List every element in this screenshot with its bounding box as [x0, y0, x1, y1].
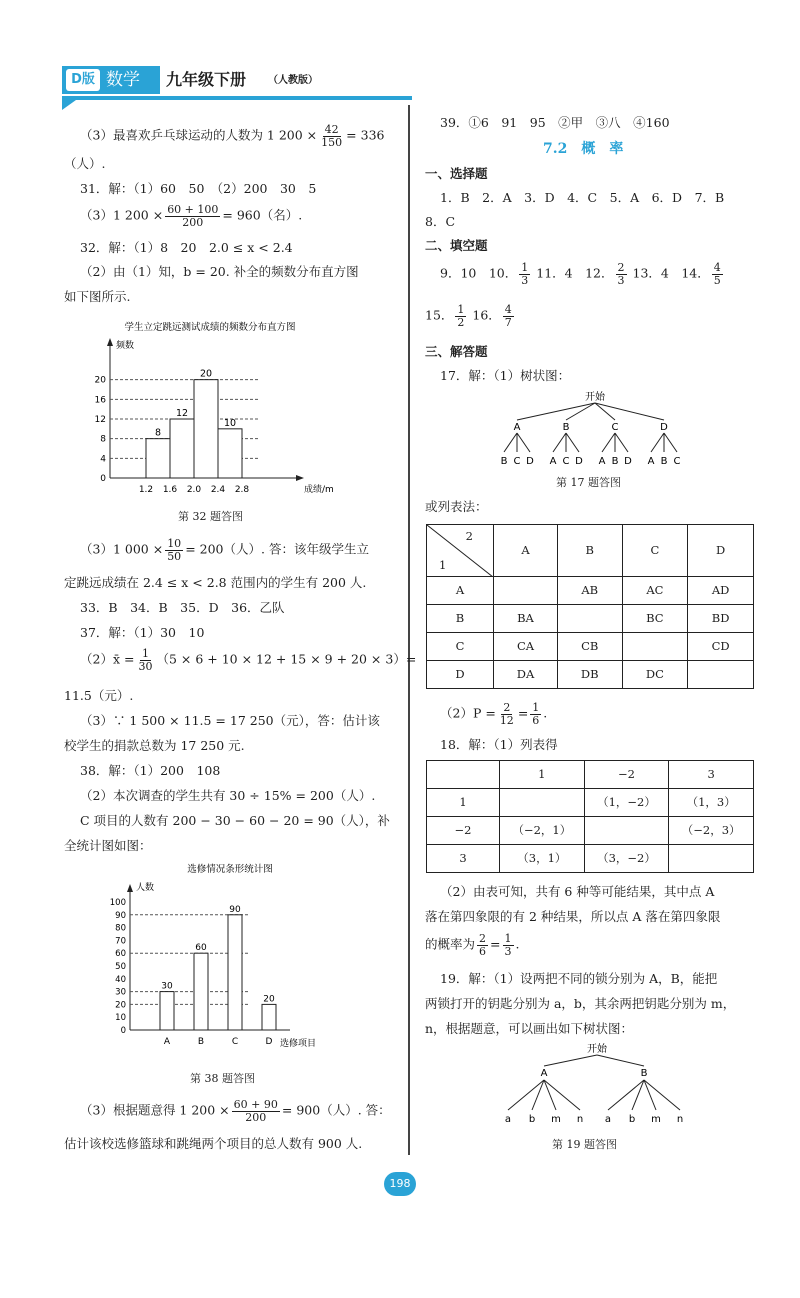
figure-caption: 第 38 题答图	[190, 1072, 255, 1085]
row-header: 1	[427, 789, 500, 817]
column-header	[427, 761, 500, 789]
answer-line: 落在第四象限的有 2 种结果，所以点 A 落在第四象限	[425, 909, 721, 924]
table-cell: DA	[494, 661, 558, 689]
grade-title: 九年级下册	[166, 70, 247, 89]
figure-caption: 第 19 题答图	[552, 1138, 617, 1151]
chart-title: 选修情况条形统计图	[187, 864, 273, 875]
y-axis-arrow	[107, 338, 113, 346]
table-cell: AD	[688, 577, 754, 605]
column-header: 1	[500, 761, 585, 789]
tree-leaf: B	[660, 456, 668, 467]
table-cell: （3，1）	[500, 845, 585, 873]
category-label: C	[231, 1037, 239, 1047]
tree-leaf: C	[673, 456, 681, 467]
answer-q32: 32．解：（1）8 20 2.0 ≤ x < 2.4	[80, 240, 293, 255]
tree-leaf: n	[576, 1114, 584, 1125]
answer-line: （2）P = $\frac{2}{12}$ = $\frac{1}{6}$ .	[440, 701, 548, 727]
category-bar	[194, 953, 208, 1030]
tree-branch	[508, 1080, 544, 1110]
section-title: 7.2 概 率	[543, 141, 624, 157]
tree-leaf: C	[513, 456, 521, 467]
row-header: D	[427, 661, 494, 689]
y-tick-label: 60	[115, 949, 126, 960]
fraction: $\frac{1}{6}$	[532, 701, 540, 727]
x-axis-arrow	[296, 475, 304, 481]
section-heading: 一、选择题	[425, 166, 488, 181]
row-header: A	[427, 577, 494, 605]
tree-branch	[517, 403, 595, 420]
table-cell: DB	[558, 661, 623, 689]
tree-branch	[597, 1055, 644, 1066]
y-tick-label: 30	[115, 987, 126, 998]
tree-branch	[517, 433, 530, 452]
y-tick-label: 50	[115, 962, 126, 972]
table-cell: BC	[622, 605, 688, 633]
y-tick-label: 0	[100, 474, 106, 484]
answer-line: 的概率为 $\frac{2}{6}$ = $\frac{1}{3}$ .	[425, 932, 520, 958]
y-tick-label: 100	[109, 898, 126, 908]
bar-value-label: 20	[263, 994, 275, 1005]
tree-leaf: D	[526, 456, 534, 467]
answer-line: （3）最喜欢乒乓球运动的人数为 1 200 × $\frac{42}{150}$ = 336	[80, 123, 385, 149]
x-tick-label: 2.8	[234, 485, 250, 495]
y-tick-label: 16	[94, 395, 106, 406]
answer-line: （3）1 000 × $\frac{10}{50}$ = 200（人）. 答：该年级学生立	[80, 537, 369, 563]
answer-line: （2）由表可知，共有 6 种等可能结果，其中点 A	[440, 884, 715, 899]
y-tick-label: 80	[115, 923, 126, 934]
answer-q33-36: 33．B 34．B 35．D 36．乙队	[80, 600, 285, 615]
y-tick-label: 90	[115, 910, 126, 921]
section-heading: 二、填空题	[425, 238, 488, 253]
subject-label: 数学	[106, 70, 140, 90]
tree-diagram-17	[490, 388, 700, 470]
coordinate-table-18	[426, 760, 754, 873]
tree-leaf: m	[651, 1114, 661, 1125]
y-axis-arrow	[127, 884, 133, 892]
tree-leaf: b	[628, 1114, 636, 1125]
figure-caption: 第 17 题答图	[556, 476, 621, 489]
answer-line: （3）根据题意得 1 200 × $\frac{60 + 90}{200}$ = 900（人）. 答：	[80, 1098, 391, 1124]
column-header: C	[622, 525, 688, 577]
tree-branch	[544, 1080, 580, 1110]
answer-line: 或列表法：	[425, 499, 488, 514]
outcome-table-17	[426, 524, 754, 689]
tree-branch	[602, 433, 615, 452]
tree-leaf: D	[624, 456, 632, 467]
tree-branch	[504, 433, 517, 452]
table-cell	[558, 605, 623, 633]
fraction: $\frac{60 + 100}{200}$	[167, 203, 219, 229]
edition-label: （人教版）	[268, 75, 318, 86]
tree-leaf: C	[562, 456, 570, 467]
table-cell: CA	[494, 633, 558, 661]
y-tick-label: 12	[94, 415, 106, 425]
fraction: $\frac{4}{7}$	[504, 303, 512, 329]
table-cell: CD	[688, 633, 754, 661]
column-header: D	[688, 525, 754, 577]
answer-line: 9．10 10． $\frac{1}{3}$ 11．4 12． $\frac{2}{3}$ 13．4 14． $\frac{4}{5}$	[440, 261, 721, 287]
table-row	[427, 817, 754, 845]
tree-leaf: D	[575, 456, 583, 467]
tree-branch	[566, 433, 579, 452]
y-tick-label: 10	[115, 1013, 126, 1024]
category-bar	[228, 915, 242, 1030]
answer-line: 定跳远成绩在 2.4 ≤ x < 2.8 范围内的学生有 200 人.	[64, 575, 367, 590]
answer-line: （2）本次调查的学生共有 30 ÷ 15% = 200（人）.	[80, 788, 376, 803]
tree-node: D	[660, 422, 668, 433]
column-header: B	[558, 525, 623, 577]
histogram-bar	[170, 419, 194, 478]
tree-leaf: m	[551, 1114, 561, 1125]
x-tick-label: 2.4	[210, 485, 226, 495]
y-tick-label: 20	[115, 1000, 126, 1011]
table-cell: AC	[622, 577, 688, 605]
edition-badge: D版	[66, 69, 100, 91]
column-header: 3	[669, 761, 754, 789]
x-axis-label: 成绩/m	[304, 485, 334, 495]
y-tick-label: 0	[120, 1026, 126, 1036]
table-cell: （3，−2）	[584, 845, 669, 873]
bar-value-label: 20	[199, 368, 213, 380]
category-label: A	[163, 1037, 171, 1047]
y-tick-label: 8	[100, 434, 106, 445]
answer-q39: 39．①6 91 95 ②甲 ③八 ④160	[440, 115, 670, 130]
fraction: $\frac{2}{12}$	[499, 701, 514, 727]
answer-line: 两锁打开的钥匙分别为 a，b，其余两把钥匙分别为 m，	[425, 996, 736, 1011]
tree-branch	[608, 1080, 644, 1110]
column-header: −2	[584, 761, 669, 789]
category-bar	[160, 992, 174, 1030]
answer-line: 校学生的捐款总数为 17 250 元.	[64, 738, 245, 753]
figure-caption: 第 32 题答图	[178, 510, 243, 523]
answer-line: 估计该校选修篮球和跳绳两个项目的总人数有 900 人.	[64, 1136, 363, 1151]
x-axis-label: 选修项目	[280, 1039, 317, 1049]
tree-branch	[566, 403, 595, 420]
fraction: $\frac{2}{6}$	[479, 932, 487, 958]
tree-node: B	[640, 1068, 648, 1079]
answer-line: （3）1 200 × $\frac{60 + 100}{200}$ = 960（名）.	[80, 203, 303, 229]
answer-line: （3）∵ 1 500 × 11.5 = 17 250（元），答：估计该	[80, 713, 380, 728]
category-bar	[262, 1004, 276, 1030]
fraction: $\frac{10}{50}$	[167, 537, 182, 563]
table-row	[427, 605, 754, 633]
bar-value-label: 8	[154, 427, 162, 439]
table-cell: （−2，1）	[500, 817, 585, 845]
corner-cell	[427, 525, 494, 577]
tree-leaf: a	[604, 1114, 612, 1125]
y-axis-label: 频数	[116, 341, 135, 351]
table-cell: （1，3）	[669, 789, 754, 817]
bar-chart	[100, 860, 370, 1058]
fraction: $\frac{60 + 90}{200}$	[233, 1098, 278, 1124]
fraction: $\frac{42}{150}$	[321, 123, 343, 149]
tree-branch	[651, 433, 664, 452]
histogram-bar	[218, 429, 242, 478]
histogram-chart	[80, 320, 340, 498]
answer-line: （2）由（1）知，b = 20. 补全的频数分布直方图	[80, 264, 359, 279]
answer-line: 全统计图如图：	[64, 838, 152, 853]
table-row	[427, 577, 754, 605]
tree-leaf: a	[504, 1114, 512, 1125]
answer-q37: 37．解：（1）30 10	[80, 625, 205, 640]
answer-q19: 19．解：（1）设两把不同的锁分别为 A，B，能把	[440, 971, 718, 986]
tree-leaf: A	[647, 456, 655, 467]
histogram-bar	[194, 380, 218, 478]
x-tick-label: 2.0	[186, 485, 202, 495]
bar-value-label: 12	[175, 408, 189, 419]
tree-node: B	[562, 422, 570, 433]
tree-node: C	[611, 422, 619, 433]
header-rule	[62, 96, 412, 100]
answer-line: C 项目的人数有 200 − 30 − 60 − 20 = 90（人），补	[80, 813, 390, 828]
fraction: $\frac{1}{3}$	[504, 932, 512, 958]
column-divider	[408, 105, 410, 1155]
tree-root: 开始	[585, 392, 605, 403]
answer-line: 15． $\frac{1}{2}$ 16． $\frac{4}{7}$	[425, 303, 512, 329]
bar-value-label: 90	[229, 904, 241, 915]
y-axis-label: 人数	[136, 883, 155, 893]
answer-line: n，根据题意，可以画出如下树状图：	[425, 1021, 634, 1036]
tree-diagram-19	[494, 1040, 700, 1130]
fraction: $\frac{1}{30}$	[138, 647, 153, 673]
table-cell	[669, 845, 754, 873]
answer-q18: 18．解：（1）列表得	[440, 737, 558, 752]
y-tick-label: 40	[115, 974, 126, 985]
y-tick-label: 70	[115, 936, 126, 947]
column-header: A	[494, 525, 558, 577]
tree-root: 开始	[587, 1044, 607, 1055]
x-tick-label: 1.2	[138, 485, 154, 495]
category-label: D	[265, 1037, 273, 1047]
tree-node: A	[540, 1068, 548, 1079]
answer-line: 如下图所示.	[64, 289, 131, 304]
answer-q17: 17．解：（1）树状图：	[440, 368, 571, 383]
tree-branch	[615, 433, 628, 452]
table-cell: CB	[558, 633, 623, 661]
table-cell: （−2，3）	[669, 817, 754, 845]
x-tick-label: 1.6	[162, 485, 178, 495]
y-tick-label: 20	[94, 375, 106, 386]
table-row	[427, 661, 754, 689]
tree-branch	[664, 433, 677, 452]
diagonal-line	[427, 525, 493, 577]
table-row	[427, 845, 754, 873]
fraction: $\frac{1}{2}$	[457, 303, 465, 329]
bar-value-label: 30	[161, 981, 173, 992]
bar-value-label: 10	[223, 417, 237, 429]
table-cell: BA	[494, 605, 558, 633]
answer-line: 11.5（元）.	[64, 688, 134, 703]
fraction: $\frac{4}{5}$	[713, 261, 721, 287]
tree-node: A	[513, 422, 521, 433]
answer-line: 1．B 2．A 3．D 4．C 5．A 6．D 7．B	[440, 190, 725, 205]
fraction: $\frac{2}{3}$	[617, 261, 625, 287]
table-cell	[584, 817, 669, 845]
tree-leaf: A	[598, 456, 606, 467]
answer-line: （2）x̄ = $\frac{1}{30}$ （5 × 6 + 10 × 12 + 15 × 9 + 20 × 3）=	[80, 647, 417, 673]
table-cell	[622, 633, 688, 661]
answer-line: （人）.	[64, 156, 106, 171]
row-header: C	[427, 633, 494, 661]
tree-leaf: b	[528, 1114, 536, 1125]
row-header: 3	[427, 845, 500, 873]
category-label: B	[197, 1037, 205, 1047]
corner-bottom-label: 1	[439, 557, 447, 572]
table-cell	[500, 789, 585, 817]
answer-q38: 38．解：（1）200 108	[80, 763, 221, 778]
table-cell	[494, 577, 558, 605]
table-row	[427, 789, 754, 817]
header-corner-decoration	[62, 100, 76, 110]
tree-branch	[644, 1080, 680, 1110]
tree-leaf: A	[549, 456, 557, 467]
chart-title: 学生立定跳远测试成绩的频数分布直方图	[124, 322, 296, 333]
bar-value-label: 60	[195, 943, 207, 954]
table-cell: BD	[688, 605, 754, 633]
table-cell: （1，−2）	[584, 789, 669, 817]
tree-leaf: n	[676, 1114, 684, 1125]
table-cell	[688, 661, 754, 689]
row-header: −2	[427, 817, 500, 845]
corner-top-label: 2	[465, 529, 473, 543]
row-header: B	[427, 605, 494, 633]
page-number: 198	[384, 1172, 416, 1196]
histogram-bar	[146, 439, 170, 478]
fraction: $\frac{1}{3}$	[521, 261, 529, 287]
table-row	[427, 633, 754, 661]
answer-q31: 31．解：（1）60 50 （2）200 30 5	[80, 181, 317, 196]
table-cell: DC	[622, 661, 688, 689]
table-cell: AB	[558, 577, 623, 605]
y-tick-label: 4	[100, 454, 106, 465]
tree-branch	[553, 433, 566, 452]
tree-leaf: B	[611, 456, 619, 467]
answer-line: 8．C	[425, 214, 456, 229]
tree-branch	[544, 1055, 597, 1066]
tree-leaf: B	[500, 456, 508, 467]
section-heading: 三、解答题	[425, 344, 488, 359]
